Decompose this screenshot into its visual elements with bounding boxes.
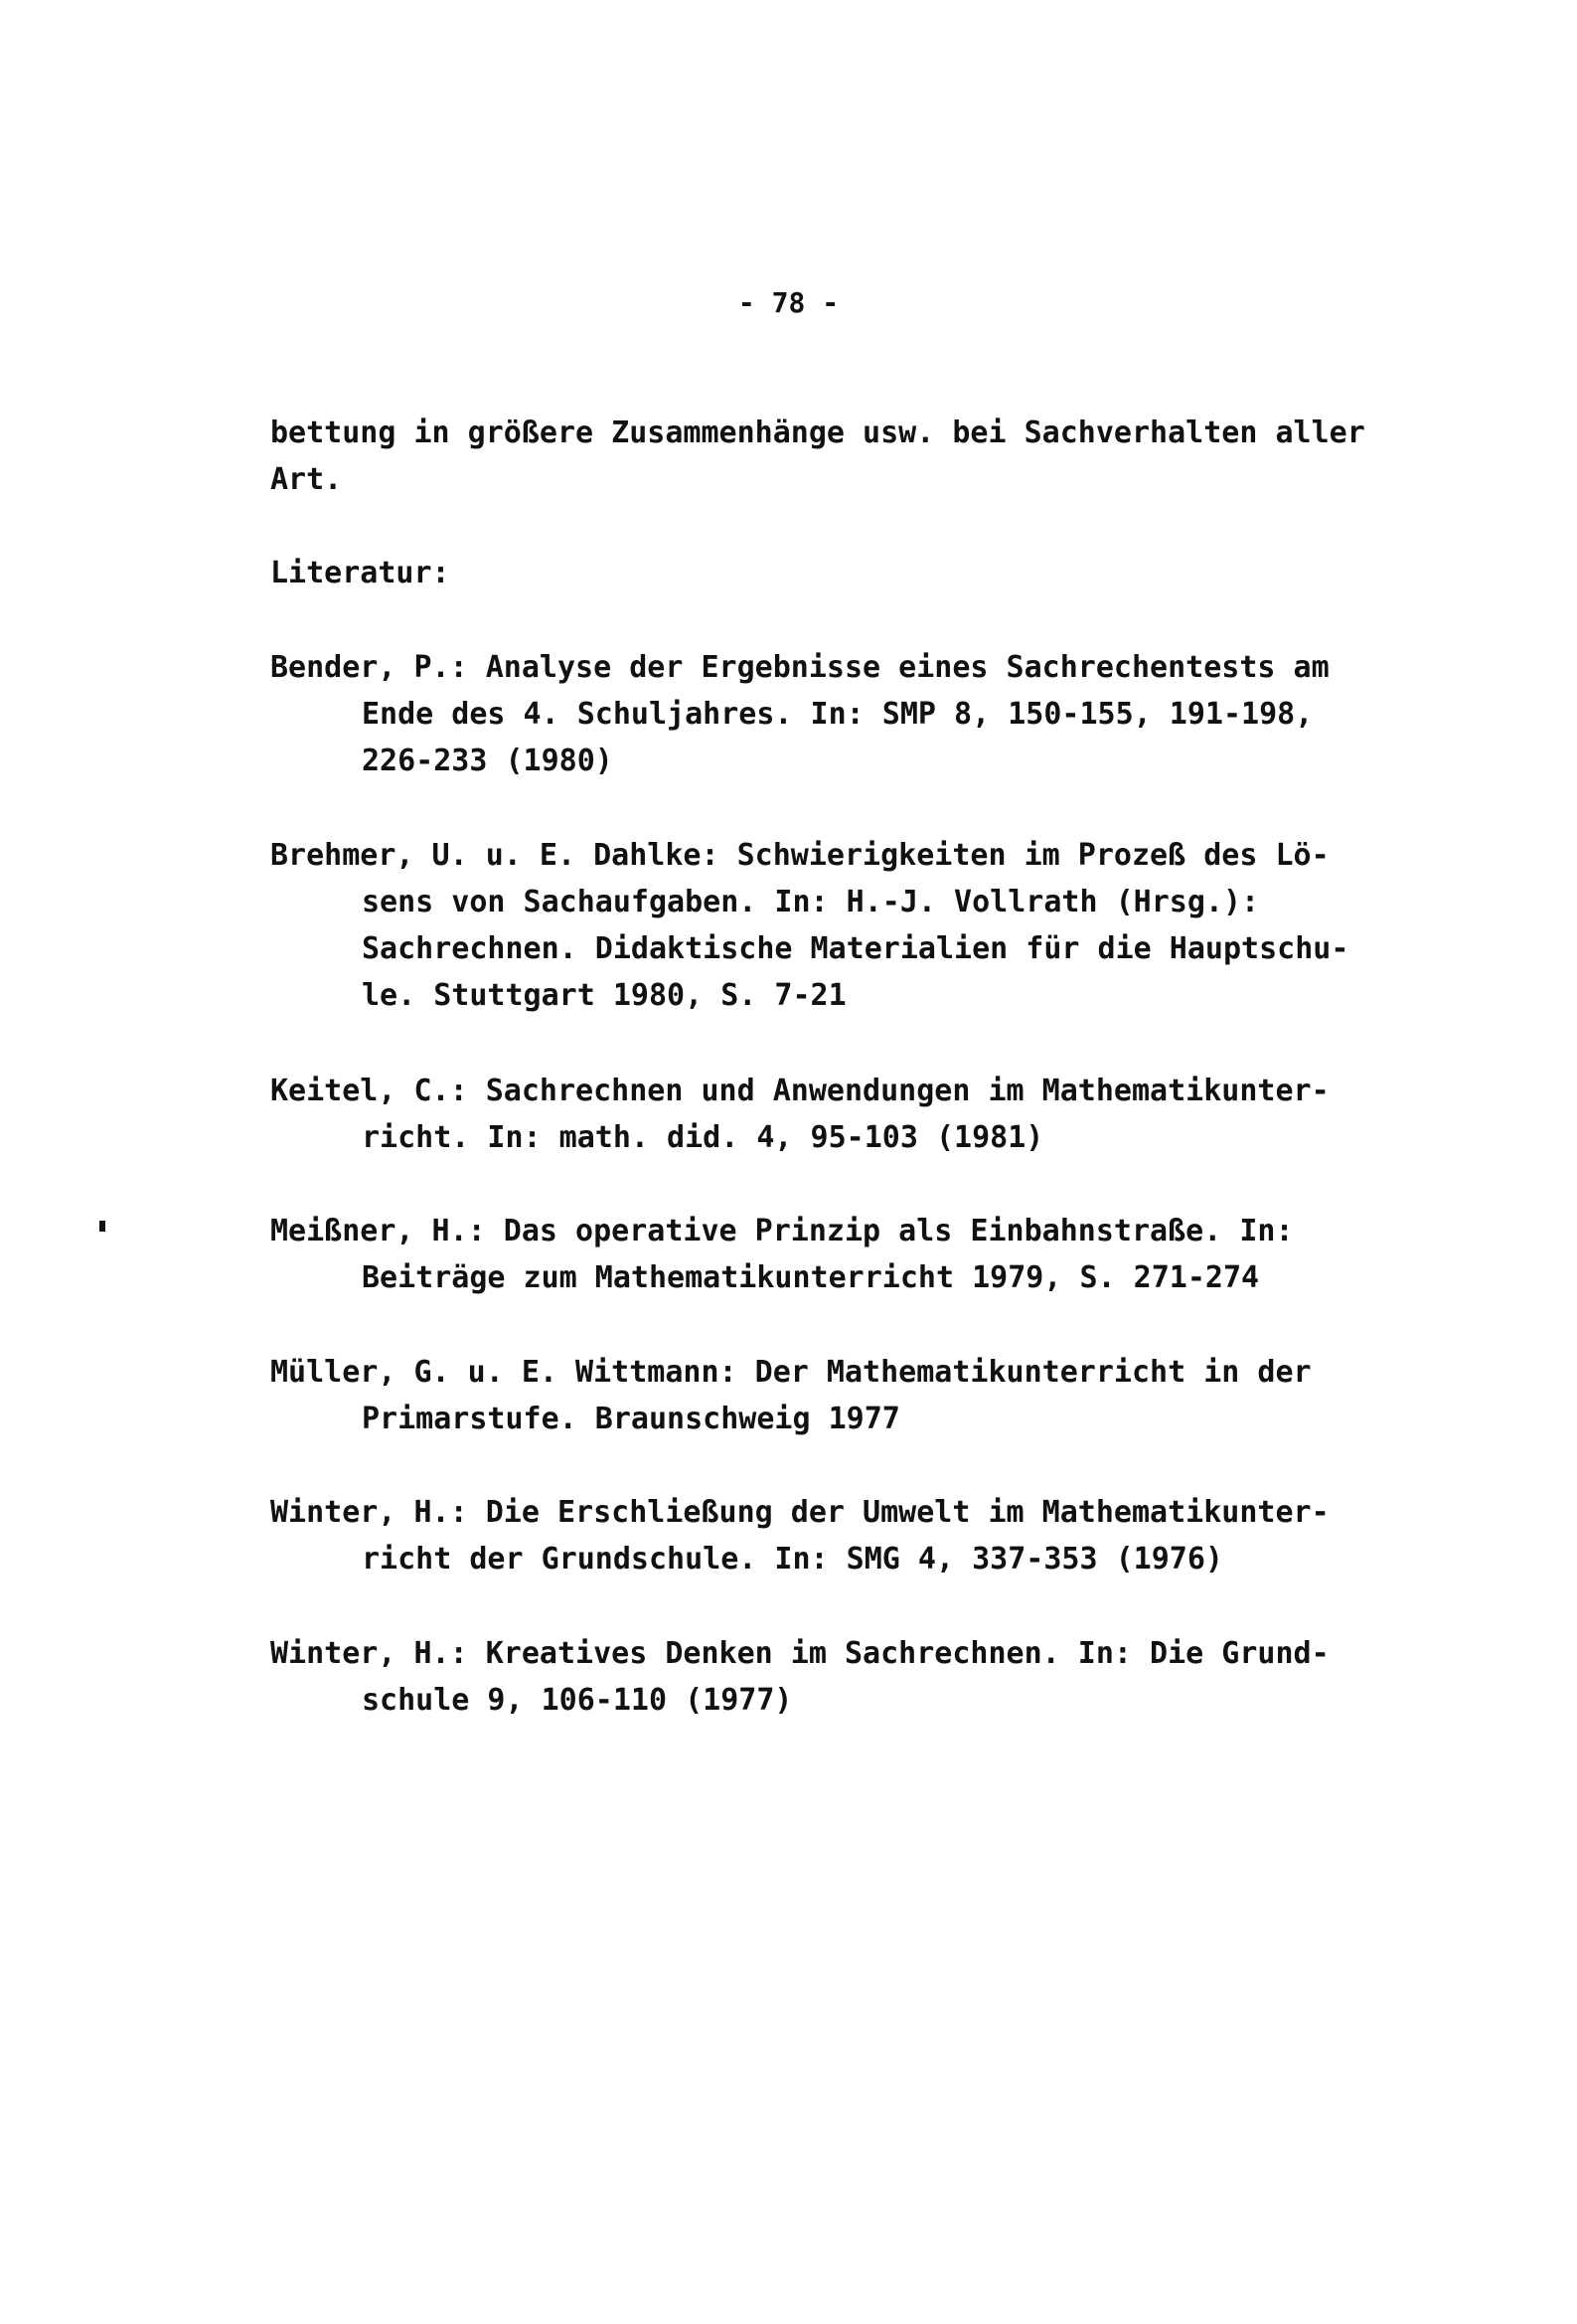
reference-entry — [270, 1068, 1393, 1161]
reference-entry — [270, 1630, 1393, 1724]
reference-entry — [270, 644, 1393, 784]
reference-line: Winter, H.: Kreatives Denken im Sachrechnen. In: Die Grund- — [270, 1636, 1330, 1671]
reference-line: Winter, H.: Die Erschließung der Umwelt im Mathematikunter- — [270, 1495, 1330, 1530]
page-number: - 78 - — [737, 286, 840, 319]
reference-line: Bender, P.: Analyse der Ergebnisse eines Sachrechentests am — [270, 650, 1330, 685]
reference-line: Ende des 4. Schuljahres. In: SMP 8, 150-155, 191-198, — [362, 697, 1314, 732]
reference-entry — [270, 1349, 1393, 1442]
intro-line: bettung in größere Zusammenhänge usw. bei Sachverhalten aller — [270, 415, 1365, 450]
margin-mark — [99, 1221, 105, 1232]
reference-line: Müller, G. u. E. Wittmann: Der Mathematikunterricht in der — [270, 1355, 1312, 1390]
reference-line: Beiträge zum Mathematikunterricht 1979, S. 271-274 — [362, 1260, 1260, 1295]
literature-heading-text: Literatur: — [270, 556, 450, 590]
reference-line: Meißner, H.: Das operative Prinzip als Einbahnstraße. In: — [270, 1214, 1294, 1248]
reference-line: 226-233 (1980) — [362, 744, 613, 778]
reference-line: Primarstufe. Braunschweig 1977 — [362, 1402, 900, 1436]
reference-line: richt. In: math. did. 4, 95-103 (1981) — [362, 1120, 1044, 1155]
reference-line: schule 9, 106-110 (1977) — [362, 1683, 793, 1718]
reference-line: richt der Grundschule. In: SMG 4, 337-353 (1976) — [362, 1542, 1223, 1577]
intro-line: Art. — [270, 462, 343, 497]
reference-line: sens von Sachaufgaben. In: H.-J. Vollrath (Hrsg.): — [362, 885, 1260, 919]
intro-paragraph — [270, 410, 1393, 503]
reference-entry — [270, 832, 1393, 1019]
reference-line: le. Stuttgart 1980, S. 7-21 — [362, 978, 847, 1013]
reference-line: Sachrechnen. Didaktische Materialien für die Hauptschu- — [362, 931, 1349, 966]
reference-entry — [270, 1208, 1393, 1301]
literature-heading — [270, 550, 1393, 596]
reference-line: Keitel, C.: Sachrechnen und Anwendungen im Mathematikunter- — [270, 1074, 1330, 1108]
reference-line: Brehmer, U. u. E. Dahlke: Schwierigkeiten im Prozeß des Lö- — [270, 838, 1330, 873]
reference-entry — [270, 1489, 1393, 1582]
